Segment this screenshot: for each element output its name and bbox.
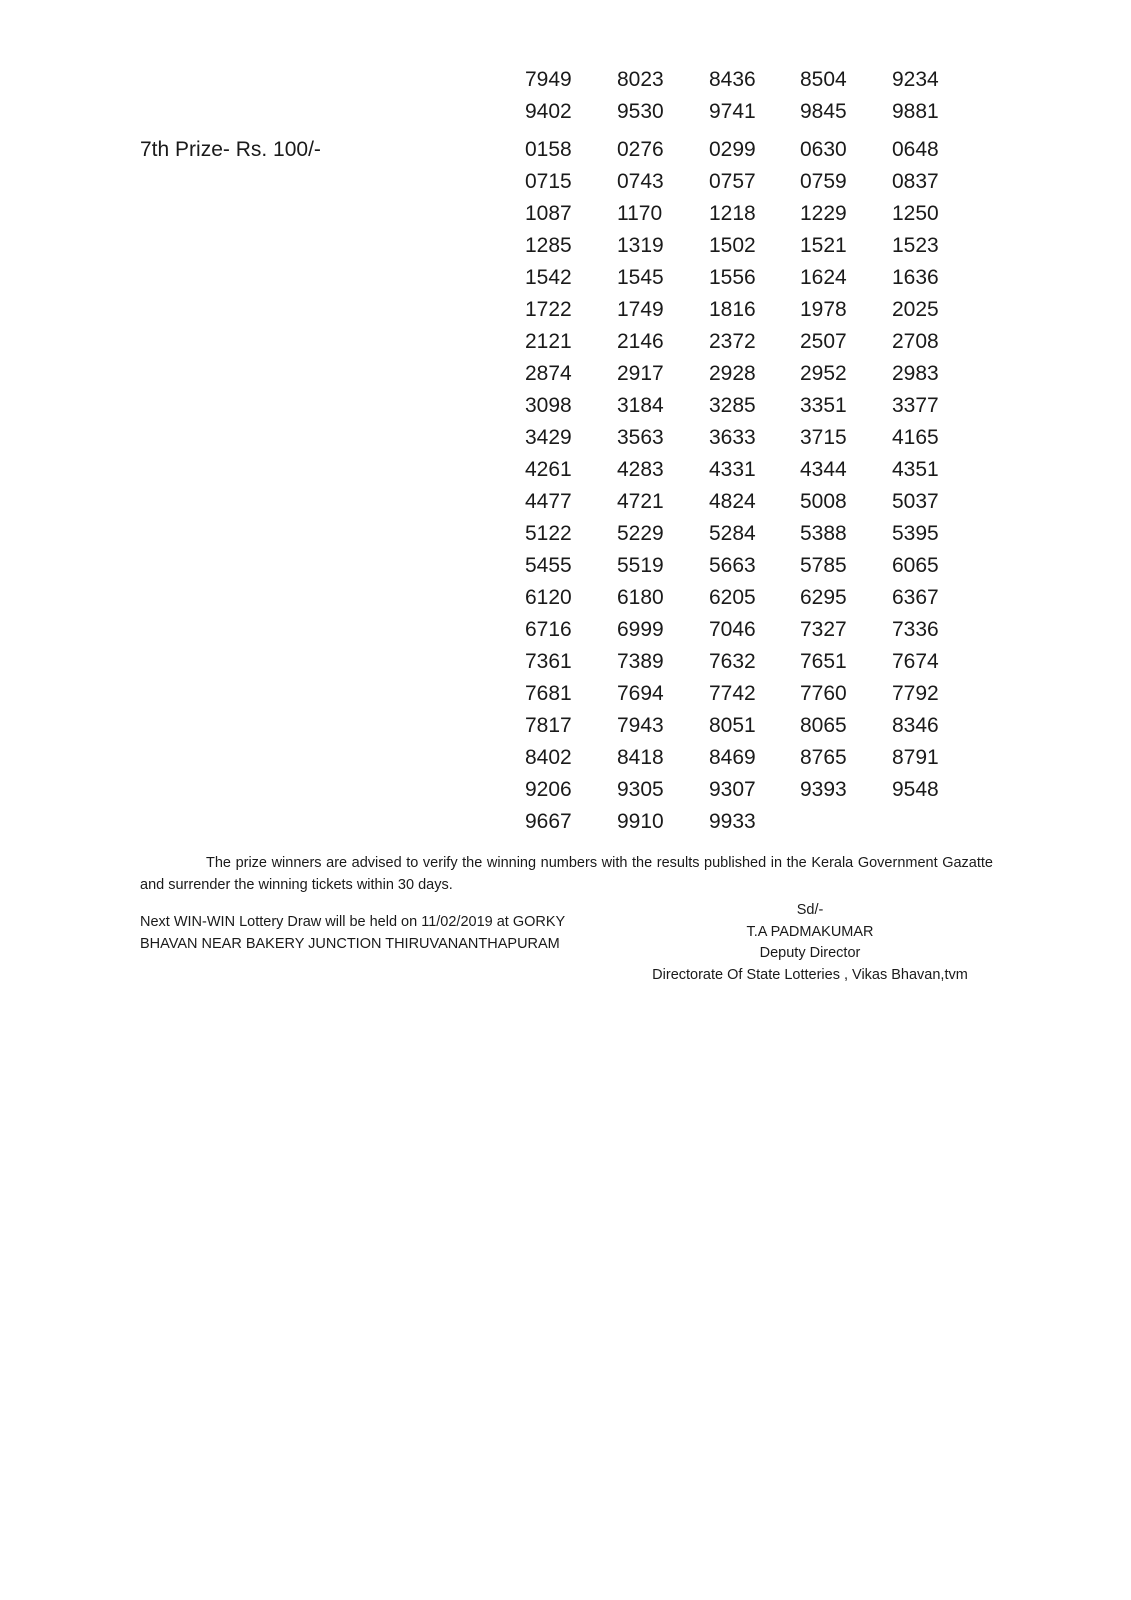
ticket-number: 1636 (892, 266, 939, 289)
ticket-number: 5455 (525, 554, 572, 577)
ticket-number: 4477 (525, 490, 572, 513)
seventh-prize-row (0, 422, 1131, 454)
ticket-number: 7943 (617, 714, 664, 737)
ticket-number: 2928 (709, 362, 756, 385)
ticket-number: 2121 (525, 330, 572, 353)
seventh-prize-row (0, 358, 1131, 390)
ticket-number: 7792 (892, 682, 939, 705)
ticket-number: 6295 (800, 586, 847, 609)
ticket-number: 2507 (800, 330, 847, 353)
winner-advice-text: The prize winners are advised to verify the winning numbers with the results published in the Kerala Government Gazatte and surrender the winning tickets within 30 days. (140, 855, 993, 893)
ticket-number: 1521 (800, 234, 847, 257)
ticket-number: 4165 (892, 426, 939, 449)
ticket-number: 3351 (800, 394, 847, 417)
ticket-number: 9206 (525, 778, 572, 801)
ticket-number: 5519 (617, 554, 664, 577)
ticket-number: 2874 (525, 362, 572, 385)
ticket-number: 0715 (525, 170, 572, 193)
ticket-number: 8051 (709, 714, 756, 737)
ticket-number: 7760 (800, 682, 847, 705)
ticket-number: 7681 (525, 682, 572, 705)
seventh-prize-row (0, 710, 1131, 742)
ticket-number: 9530 (617, 100, 664, 123)
seventh-prize-row (0, 806, 1131, 838)
ticket-number: 1285 (525, 234, 572, 257)
seventh-prize-row (0, 742, 1131, 774)
seventh-prize-row (0, 614, 1131, 646)
ticket-number: 4261 (525, 458, 572, 481)
ticket-number: 2917 (617, 362, 664, 385)
ticket-number: 2372 (709, 330, 756, 353)
seventh-prize-row (0, 166, 1131, 198)
ticket-number: 1087 (525, 202, 572, 225)
seventh-prize-row (0, 230, 1131, 262)
ticket-number: 5284 (709, 522, 756, 545)
ticket-number: 3285 (709, 394, 756, 417)
ticket-number: 3633 (709, 426, 756, 449)
ticket-number: 6065 (892, 554, 939, 577)
ticket-number: 4283 (617, 458, 664, 481)
seventh-prize-row (0, 326, 1131, 358)
ticket-number: 3429 (525, 426, 572, 449)
ticket-number: 9393 (800, 778, 847, 801)
seventh-prize-label: 7th Prize- Rs. 100/- (140, 138, 321, 161)
ticket-number: 5008 (800, 490, 847, 513)
sixth-prize-row (0, 96, 1131, 128)
seventh-prize-row (0, 646, 1131, 678)
ticket-number: 5663 (709, 554, 756, 577)
ticket-number: 3098 (525, 394, 572, 417)
ticket-number: 9307 (709, 778, 756, 801)
ticket-number: 1722 (525, 298, 572, 321)
seventh-prize-row (0, 774, 1131, 806)
ticket-number: 1523 (892, 234, 939, 257)
ticket-number: 0759 (800, 170, 847, 193)
ticket-number: 7632 (709, 650, 756, 673)
next-draw-info (140, 911, 610, 955)
ticket-number: 4331 (709, 458, 756, 481)
signatory-title: Deputy Director (759, 945, 861, 961)
ticket-number: 9305 (617, 778, 664, 801)
ticket-number: 1170 (617, 202, 663, 225)
ticket-number: 7336 (892, 618, 939, 641)
ticket-number: 1542 (525, 266, 572, 289)
seventh-prize-row (0, 486, 1131, 518)
ticket-number: 7949 (525, 68, 572, 91)
ticket-number: 4344 (800, 458, 847, 481)
ticket-number: 0299 (709, 138, 756, 161)
seventh-prize-row (0, 518, 1131, 550)
signatory-name: T.A PADMAKUMAR (746, 923, 874, 940)
seventh-prize-row (0, 678, 1131, 710)
ticket-number: 5229 (617, 522, 664, 545)
ticket-number: 7674 (892, 650, 939, 673)
ticket-number: 1218 (709, 202, 756, 225)
ticket-number: 5785 (800, 554, 847, 577)
ticket-number: 2983 (892, 362, 939, 385)
ticket-number: 7694 (617, 682, 664, 705)
ticket-number: 8065 (800, 714, 847, 737)
ticket-number: 5122 (525, 522, 572, 545)
ticket-number: 9933 (709, 810, 756, 833)
ticket-number: 3184 (617, 394, 664, 417)
ticket-number: 1749 (617, 298, 664, 321)
ticket-number: 0837 (892, 170, 939, 193)
ticket-number: 1229 (800, 202, 847, 225)
ticket-number: 8504 (800, 68, 847, 91)
ticket-number: 9402 (525, 100, 572, 123)
ticket-number: 0630 (800, 138, 847, 161)
ticket-number: 7817 (525, 714, 572, 737)
ticket-number: 4351 (892, 458, 939, 481)
ticket-number: 7327 (800, 618, 847, 641)
ticket-number: 0276 (617, 138, 664, 161)
ticket-number: 1556 (709, 266, 756, 289)
ticket-number: 7742 (709, 682, 756, 705)
signatory-office: Directorate Of State Lotteries , Vikas Bhavan,tvm (652, 966, 968, 983)
ticket-number: 3377 (892, 394, 939, 417)
ticket-number: 6120 (525, 586, 572, 609)
ticket-number: 1624 (800, 266, 847, 289)
ticket-number: 8418 (617, 746, 664, 769)
ticket-number: 7046 (709, 618, 756, 641)
ticket-number: 8469 (709, 746, 756, 769)
ticket-number: 8402 (525, 746, 572, 769)
ticket-number: 5395 (892, 522, 939, 545)
ticket-number: 6999 (617, 618, 664, 641)
ticket-number: 2146 (617, 330, 664, 353)
ticket-number: 9548 (892, 778, 939, 801)
ticket-number: 6367 (892, 586, 939, 609)
ticket-number: 2708 (892, 330, 939, 353)
seventh-prize-row (0, 262, 1131, 294)
ticket-number: 3715 (800, 426, 847, 449)
ticket-number: 5388 (800, 522, 847, 545)
ticket-number: 8765 (800, 746, 847, 769)
ticket-number: 6205 (709, 586, 756, 609)
ticket-number: 7651 (800, 650, 847, 673)
seventh-prize-row (0, 454, 1131, 486)
ticket-number: 1502 (709, 234, 756, 257)
ticket-number: 7389 (617, 650, 664, 673)
ticket-number: 0158 (525, 138, 572, 161)
next-draw-line: BHAVAN NEAR BAKERY JUNCTION THIRUVANANTHAPURAM (140, 936, 560, 952)
sixth-prize-row (0, 64, 1131, 96)
next-draw-line: Next WIN-WIN Lottery Draw will be held on 11/02/2019 at GORKY (140, 914, 566, 930)
ticket-number: 4721 (617, 490, 664, 513)
ticket-number: 6180 (617, 586, 664, 609)
ticket-number: 9881 (892, 100, 939, 123)
ticket-number: 9741 (709, 100, 756, 123)
signature-sd: Sd/- (796, 902, 824, 918)
signature-block (600, 900, 1020, 986)
ticket-number: 9234 (892, 68, 939, 91)
ticket-number: 2952 (800, 362, 847, 385)
ticket-number: 8791 (892, 746, 939, 769)
ticket-number: 1545 (617, 266, 664, 289)
seventh-prize-row (0, 390, 1131, 422)
ticket-number: 9667 (525, 810, 572, 833)
ticket-number: 8346 (892, 714, 939, 737)
ticket-number: 0757 (709, 170, 756, 193)
ticket-number: 0743 (617, 170, 664, 193)
ticket-number: 8436 (709, 68, 756, 91)
ticket-number: 1319 (617, 234, 664, 257)
seventh-prize-row (0, 198, 1131, 230)
ticket-number: 1250 (892, 202, 939, 225)
ticket-number: 7361 (525, 650, 572, 673)
ticket-number: 4824 (709, 490, 756, 513)
ticket-number: 9910 (617, 810, 664, 833)
ticket-number: 9845 (800, 100, 847, 123)
ticket-number: 3563 (617, 426, 664, 449)
ticket-number: 2025 (892, 298, 939, 321)
ticket-number: 0648 (892, 138, 939, 161)
seventh-prize-row (0, 134, 1131, 166)
ticket-number: 5037 (892, 490, 939, 513)
ticket-number: 6716 (525, 618, 572, 641)
ticket-number: 1978 (800, 298, 847, 321)
ticket-number: 8023 (617, 68, 664, 91)
seventh-prize-row (0, 294, 1131, 326)
ticket-number: 1816 (709, 298, 756, 321)
seventh-prize-row (0, 582, 1131, 614)
seventh-prize-row (0, 550, 1131, 582)
